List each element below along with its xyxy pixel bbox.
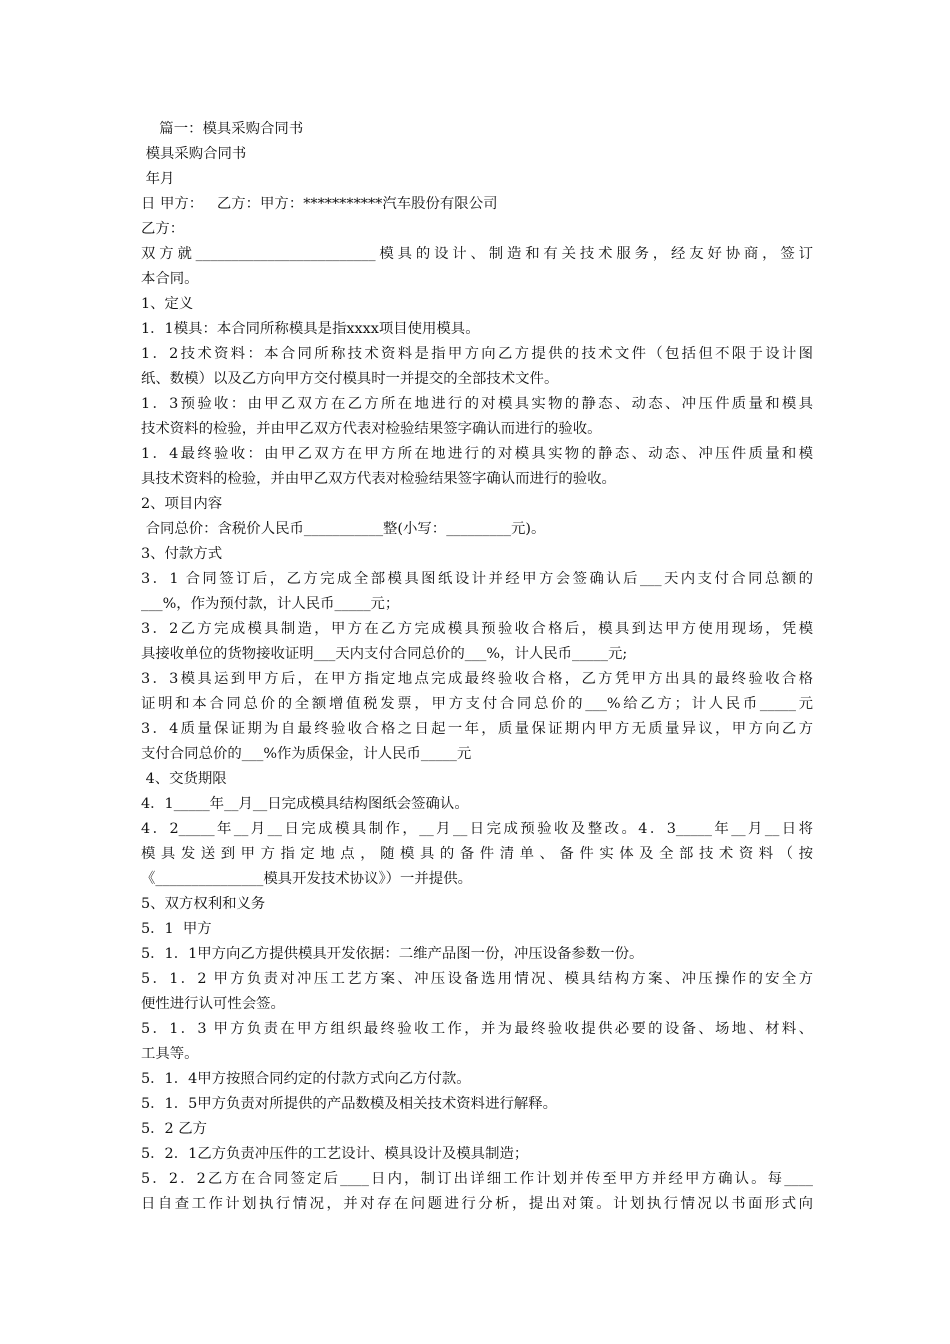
doc-line: 日自查工作计划执行情况，并对存在问题进行分析，提出对策。计划执行情况以书面形式向: [141, 1196, 813, 1212]
doc-line: 纸、数模）以及乙方向甲方交付模具时一并提交的全部技术文件。: [141, 371, 559, 387]
doc-line: 4．2_____年__月__日完成模具制作，__月__日完成预验收及整改。4．3_____年__月__日将: [141, 821, 813, 837]
doc-line: 本合同。: [141, 271, 199, 287]
doc-line: 5．1．2 甲方负责对冲压工艺方案、冲压设备选用情况、模具结构方案、冲压操作的安全方: [141, 971, 813, 987]
doc-line: 5．2 乙方: [141, 1121, 208, 1137]
doc-line: 1．2技术资料：本合同所称技术资料是指甲方向乙方提供的技术文件（包括但不限于设计图: [141, 346, 813, 362]
doc-line: 证明和本合同总价的全额增值税发票，甲方支付合同总价的___%给乙方；计人民币_____元: [141, 696, 813, 712]
doc-line: 日 甲方： 乙方：甲方：***********汽车股份有限公司: [141, 196, 498, 212]
doc-line: 双方就_________________________模具的设计、制造和有关技术服务，经友好协商，签订: [141, 246, 813, 262]
doc-line: 乙方：: [141, 221, 185, 237]
doc-line: 具接收单位的货物接收证明___天内支付合同总价的___%，计人民币_____元;: [141, 646, 628, 662]
doc-line: 1、定义: [141, 296, 194, 312]
doc-line: 5．2．2乙方在合同签定后____日内，制订出详细工作计划并传至甲方并经甲方确认。每____: [141, 1171, 813, 1187]
doc-line: 年月: [141, 171, 175, 187]
doc-line: ___%，作为预付款，计人民币_____元；: [141, 596, 400, 612]
doc-line: 5．1．5甲方负责对所提供的产品数模及相关技术资料进行解释。: [141, 1096, 558, 1112]
doc-line: 1．1模具：本合同所称模具是指xxxx项目使用模具。: [141, 321, 480, 337]
doc-line: 4．1_____年__月__日完成模具结构图纸会签确认。: [141, 796, 469, 812]
doc-line: 5．1．4甲方按照合同约定的付款方式向乙方付款。: [141, 1071, 471, 1087]
doc-line: 4、交货期限: [141, 771, 227, 787]
doc-line: 5．1．3 甲方负责在甲方组织最终验收工作，并为最终验收提供必要的设备、场地、材料、: [141, 1021, 813, 1037]
doc-line: 合同总价：含税价人民币___________整(小写：_________元)。: [141, 521, 546, 537]
doc-line: 5．1．1甲方向乙方提供模具开发依据：二维产品图一份，冲压设备参数一份。: [141, 946, 644, 962]
doc-line: 3．4质量保证期为自最终验收合格之日起一年，质量保证期内甲方无质量异议，甲方向乙方: [141, 721, 813, 737]
doc-line: 《_______________模具开发技术协议》）一并提供。: [141, 871, 472, 887]
doc-line: 5．2．1乙方负责冲压件的工艺设计、模具设计及模具制造；: [141, 1146, 529, 1162]
doc-line: 2、项目内容: [141, 496, 223, 512]
doc-line: 篇一：模具采购合同书: [141, 121, 304, 137]
doc-line: 1．3预验收：由甲乙双方在乙方所在地进行的对模具实物的静态、动态、冲压件质量和模具: [141, 396, 813, 412]
doc-line: 模具发送到甲方指定地点，随模具的备件清单、备件实体及全部技术资料（按: [141, 846, 813, 862]
doc-line: 5．1 甲方: [141, 921, 212, 937]
doc-line: 技术资料的检验，并由甲乙双方代表对检验结果签字确认而进行的验收。: [141, 421, 602, 437]
doc-line: 3．1 合同签订后，乙方完成全部模具图纸设计并经甲方会签确认后___天内支付合同总额的: [141, 571, 813, 587]
doc-line: 3、付款方式: [141, 546, 223, 562]
doc-line: 5、双方权利和义务: [141, 896, 266, 912]
doc-line: 3．2乙方完成模具制造，甲方在乙方完成模具预验收合格后，模具到达甲方使用现场，凭模: [141, 621, 813, 637]
doc-line: 便性进行认可性会签。: [141, 996, 285, 1012]
doc-line: 3．3模具运到甲方后，在甲方指定地点完成最终验收合格，乙方凭甲方出具的最终验收合格: [141, 671, 813, 687]
doc-line: 工具等。: [141, 1046, 199, 1062]
doc-line: 1．4最终验收：由甲乙双方在甲方所在地进行的对模具实物的静态、动态、冲压件质量和模: [141, 446, 813, 462]
doc-line: 具技术资料的检验，并由甲乙双方代表对检验结果签字确认而进行的验收。: [141, 471, 616, 487]
doc-line: 模具采购合同书: [141, 146, 247, 162]
doc-line: 支付合同总价的___%作为质保金，计人民币_____元: [141, 746, 472, 762]
